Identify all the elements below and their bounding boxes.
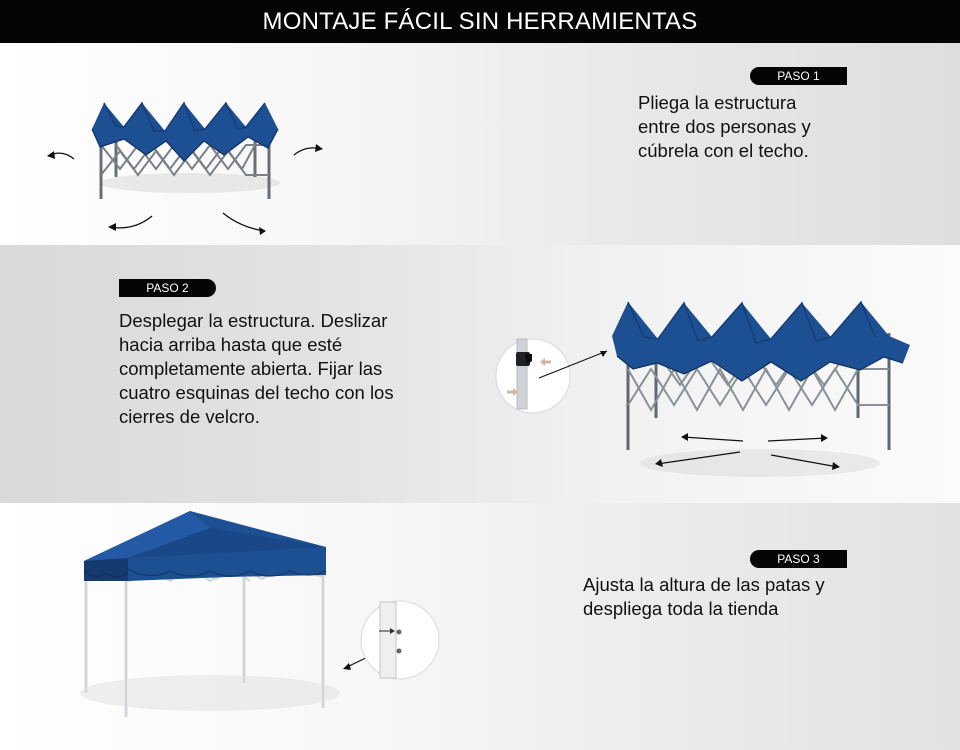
step-3-description: Ajusta la altura de las patas y despliega toda la tienda [583, 574, 825, 619]
page-title: MONTAJE FÁCIL SIN HERRAMIENTAS [262, 7, 698, 35]
step-1-badge [750, 67, 847, 85]
step-2-description: Desplegar la estructura. Deslizar hacia arriba hasta que esté completamente abierta. Fijar las cuatro esquinas del techo con los cierres de velcro. [119, 310, 394, 427]
curved-arrow-icon [223, 213, 264, 231]
step-3-badge-label: PASO 3 [777, 552, 820, 566]
step-1-section [0, 43, 960, 245]
step-2-section [0, 245, 960, 503]
leg-adjust-detail [359, 599, 441, 681]
step-3-badge [750, 550, 847, 568]
step-1-description: Pliega la estructura entre dos personas y cúbrela con el techo. [638, 92, 811, 161]
page-header [0, 0, 960, 43]
opening-tent-illustration [0, 245, 960, 503]
step-3-section [0, 503, 960, 750]
opened-tent-illustration [0, 503, 960, 750]
arrow-icon [683, 437, 743, 441]
arrow-icon [768, 438, 826, 441]
step-2-badge-label: PASO 2 [146, 281, 189, 295]
curved-arrow-icon [110, 216, 152, 228]
step-1-badge-label: PASO 1 [777, 69, 820, 83]
